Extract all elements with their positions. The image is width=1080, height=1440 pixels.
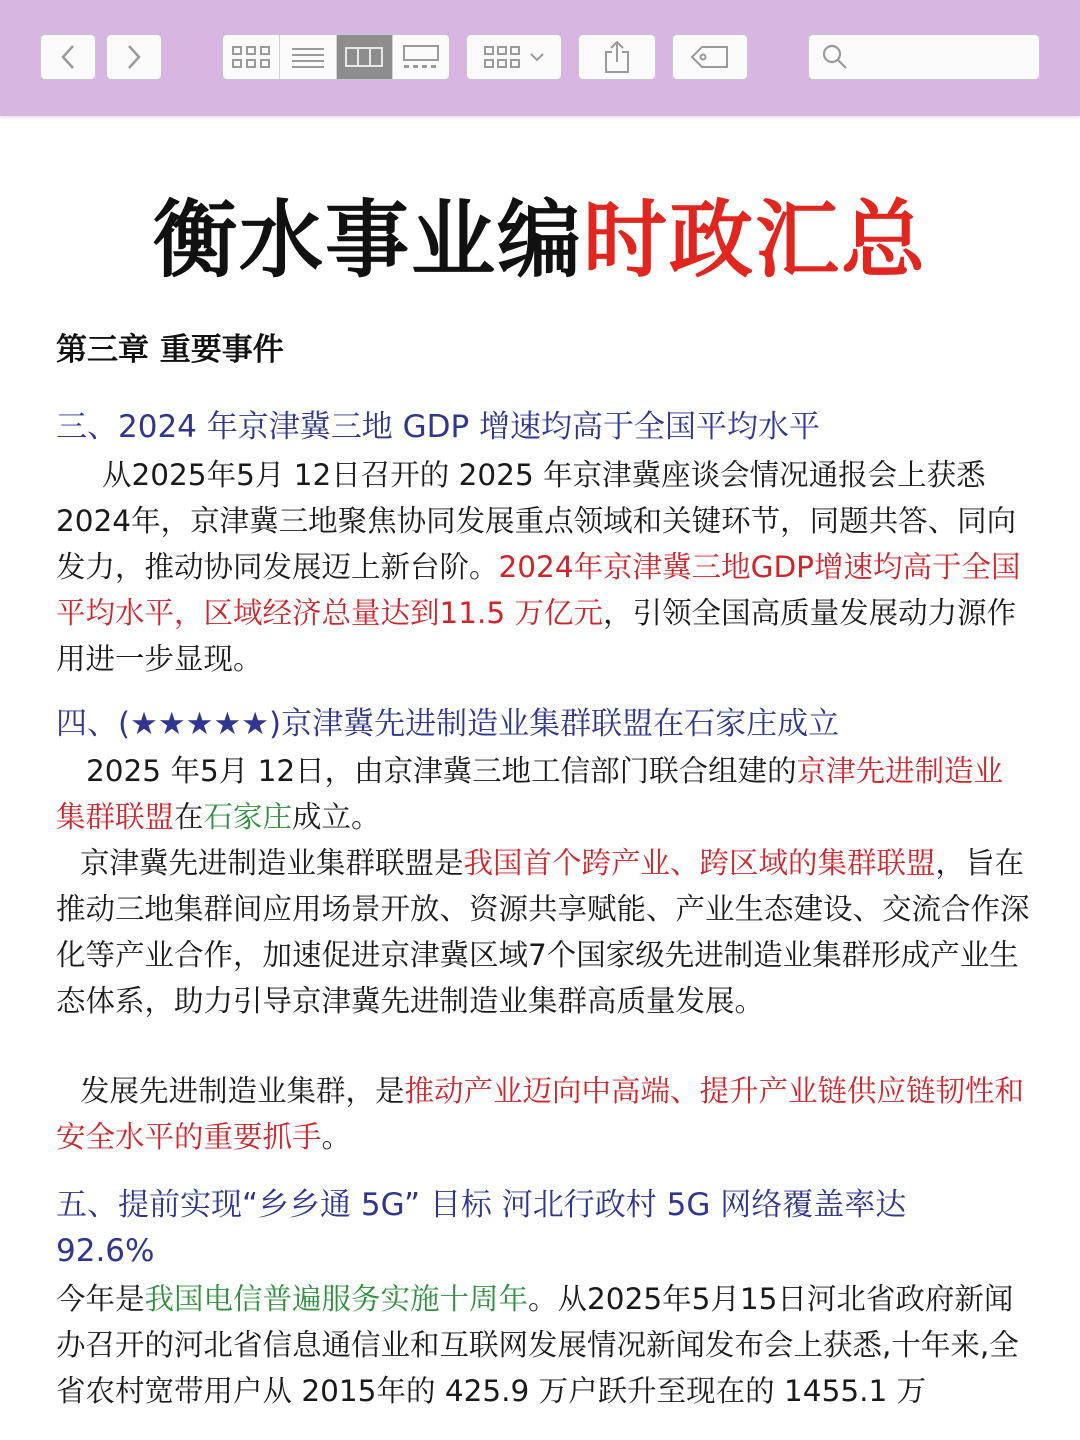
s4-p2-highlight-red: 我国首个跨产业、跨区域的集群联盟 <box>463 846 936 880</box>
chevron-right-icon <box>125 44 143 70</box>
toolbar <box>0 0 1080 116</box>
s5-text-a: 今年是 <box>56 1282 145 1316</box>
search-icon <box>821 43 849 71</box>
s4-p1-highlight-red: 京津先进制造业集群联盟 <box>56 754 1004 834</box>
gallery-view-icon <box>402 44 440 70</box>
chevron-down-icon <box>529 51 545 63</box>
view-mode-switcher <box>222 34 450 80</box>
grid-view-button[interactable] <box>223 35 280 79</box>
forward-button[interactable] <box>106 34 162 80</box>
s4-p3-highlight-red: 推动产业迈向中高端、提升产业链供应链韧性和安全水平的重要抓手 <box>56 1074 1025 1154</box>
share-button[interactable] <box>578 34 656 80</box>
section-3-heading: 三、2024 年京津冀三地 GDP 增速均高于全国平均水平 <box>56 409 821 445</box>
column-view-icon <box>344 45 384 69</box>
title-black-part: 衡水事业编 <box>152 191 583 289</box>
s3-highlight-red: 2024年京津冀三地GDP增速均高于全国平均水平，区域经济总量达到11.5 万亿元 <box>56 550 1021 630</box>
section-4-heading: 四、(★★★★★)京津冀先进制造业集群联盟在石家庄成立 <box>56 706 840 742</box>
section-4-paragraph-2 <box>56 840 1031 1024</box>
back-button[interactable] <box>40 34 96 80</box>
group-icon <box>483 45 521 69</box>
title-red-part: 时政汇总 <box>583 191 928 289</box>
group-button[interactable] <box>466 34 562 80</box>
s5-highlight-green: 我国电信普遍服务实施十周年 <box>144 1282 529 1316</box>
s4-p1-text-b: 在 <box>174 800 204 834</box>
page-title <box>0 190 1080 290</box>
s3-text-a: 从2025年5月 12日召开的 2025 年京津冀座谈会情况通报会上获悉2024年，京津冀三地聚焦协同发展重点领域和关键环节，同题共答、同向发力，推动协同发展迈上新台阶。 <box>56 458 1017 584</box>
gallery-view-button[interactable] <box>393 35 449 79</box>
section-5-paragraph <box>56 1276 1031 1414</box>
chapter-heading: 第三章 重要事件 <box>56 332 284 368</box>
s4-p1-text-c: 成立。 <box>292 800 381 834</box>
section-4-paragraph-3 <box>56 1068 1031 1160</box>
tag-button[interactable] <box>672 34 748 80</box>
search-field[interactable] <box>808 34 1040 80</box>
tag-icon <box>690 45 730 69</box>
s4-p1-text-a: 2025 年5月 12日，由京津冀三地工信部门联合组建的 <box>86 754 797 788</box>
s4-p3-text-a: 发展先进制造业集群，是 <box>80 1074 405 1108</box>
grid-view-icon <box>231 45 271 69</box>
section-5-heading-line-1: 五、提前实现“乡乡通 5G” 目标 河北行政村 5G 网络覆盖率达 <box>56 1187 907 1223</box>
column-view-button[interactable] <box>337 35 394 79</box>
s3-text-b: ，引领全国高质量发展动力源作用进一步显现。 <box>56 596 1017 676</box>
list-view-icon <box>291 46 325 68</box>
section-4-paragraph-1 <box>56 748 1031 840</box>
share-icon <box>602 40 632 74</box>
section-3-paragraph <box>56 452 1031 682</box>
s4-p3-text-b: 。 <box>321 1120 352 1154</box>
s5-text-b: 。从2025年5月15日河北省政府新闻办召开的河北省信息通信业和互联网发展情况新闻发布会上获悉,十年来,全省农村宽带用户从 2015年的 425.9 万户跃升至现在的 1455.1 万 <box>56 1282 1019 1408</box>
s4-p2-text-a: 京津冀先进制造业集群联盟是 <box>80 846 464 880</box>
section-5-heading-line-2: 92.6% <box>56 1233 155 1269</box>
list-view-button[interactable] <box>280 35 337 79</box>
chevron-left-icon <box>59 44 77 70</box>
s4-p1-highlight-green: 石家庄 <box>203 800 293 834</box>
s4-p2-text-b: ，旨在推动三地集群间应用场景开放、资源共享赋能、产业生态建设、交流合作深化等产业合作，加速促进京津冀区域7个国家级先进制造业集群形成产业生态体系，助力引导京津冀先进制造业集群高质量发展。 <box>56 846 1030 1018</box>
